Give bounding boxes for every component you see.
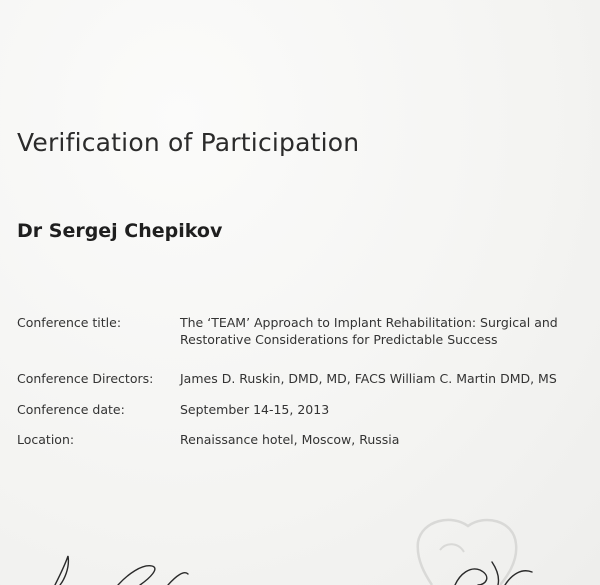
certificate-heading: Verification of Participation [17,128,360,157]
conference-title-value [180,314,587,370]
location-row [17,431,587,461]
conference-title-label: Conference title: [17,315,122,330]
conference-directors-row [17,370,587,401]
conference-date-row [17,401,587,431]
conference-title-line-2: Restorative Considerations for Predictable Success [180,332,498,347]
conference-date-label: Conference date: [17,402,125,417]
signature-area [0,490,600,585]
conference-title-row [17,314,587,370]
location-value: Renaissance hotel, Moscow, Russia [180,432,400,447]
location-label: Location: [17,432,75,447]
conference-directors-value: James D. Ruskin, DMD, MD, FACS William C. Martin DMD, MS [180,371,557,386]
signature-right-icon [455,562,532,585]
recipient-name: Dr Sergej Chepikov [17,220,223,242]
tooth-logo-icon [418,520,516,585]
conference-date-value: September 14-15, 2013 [180,402,330,417]
conference-title-line-1: The ‘TEAM’ Approach to Implant Rehabilitation: Surgical and [180,315,558,330]
conference-directors-label: Conference Directors: [17,371,154,386]
conference-details [17,314,587,461]
signature-left-icon [55,556,188,585]
